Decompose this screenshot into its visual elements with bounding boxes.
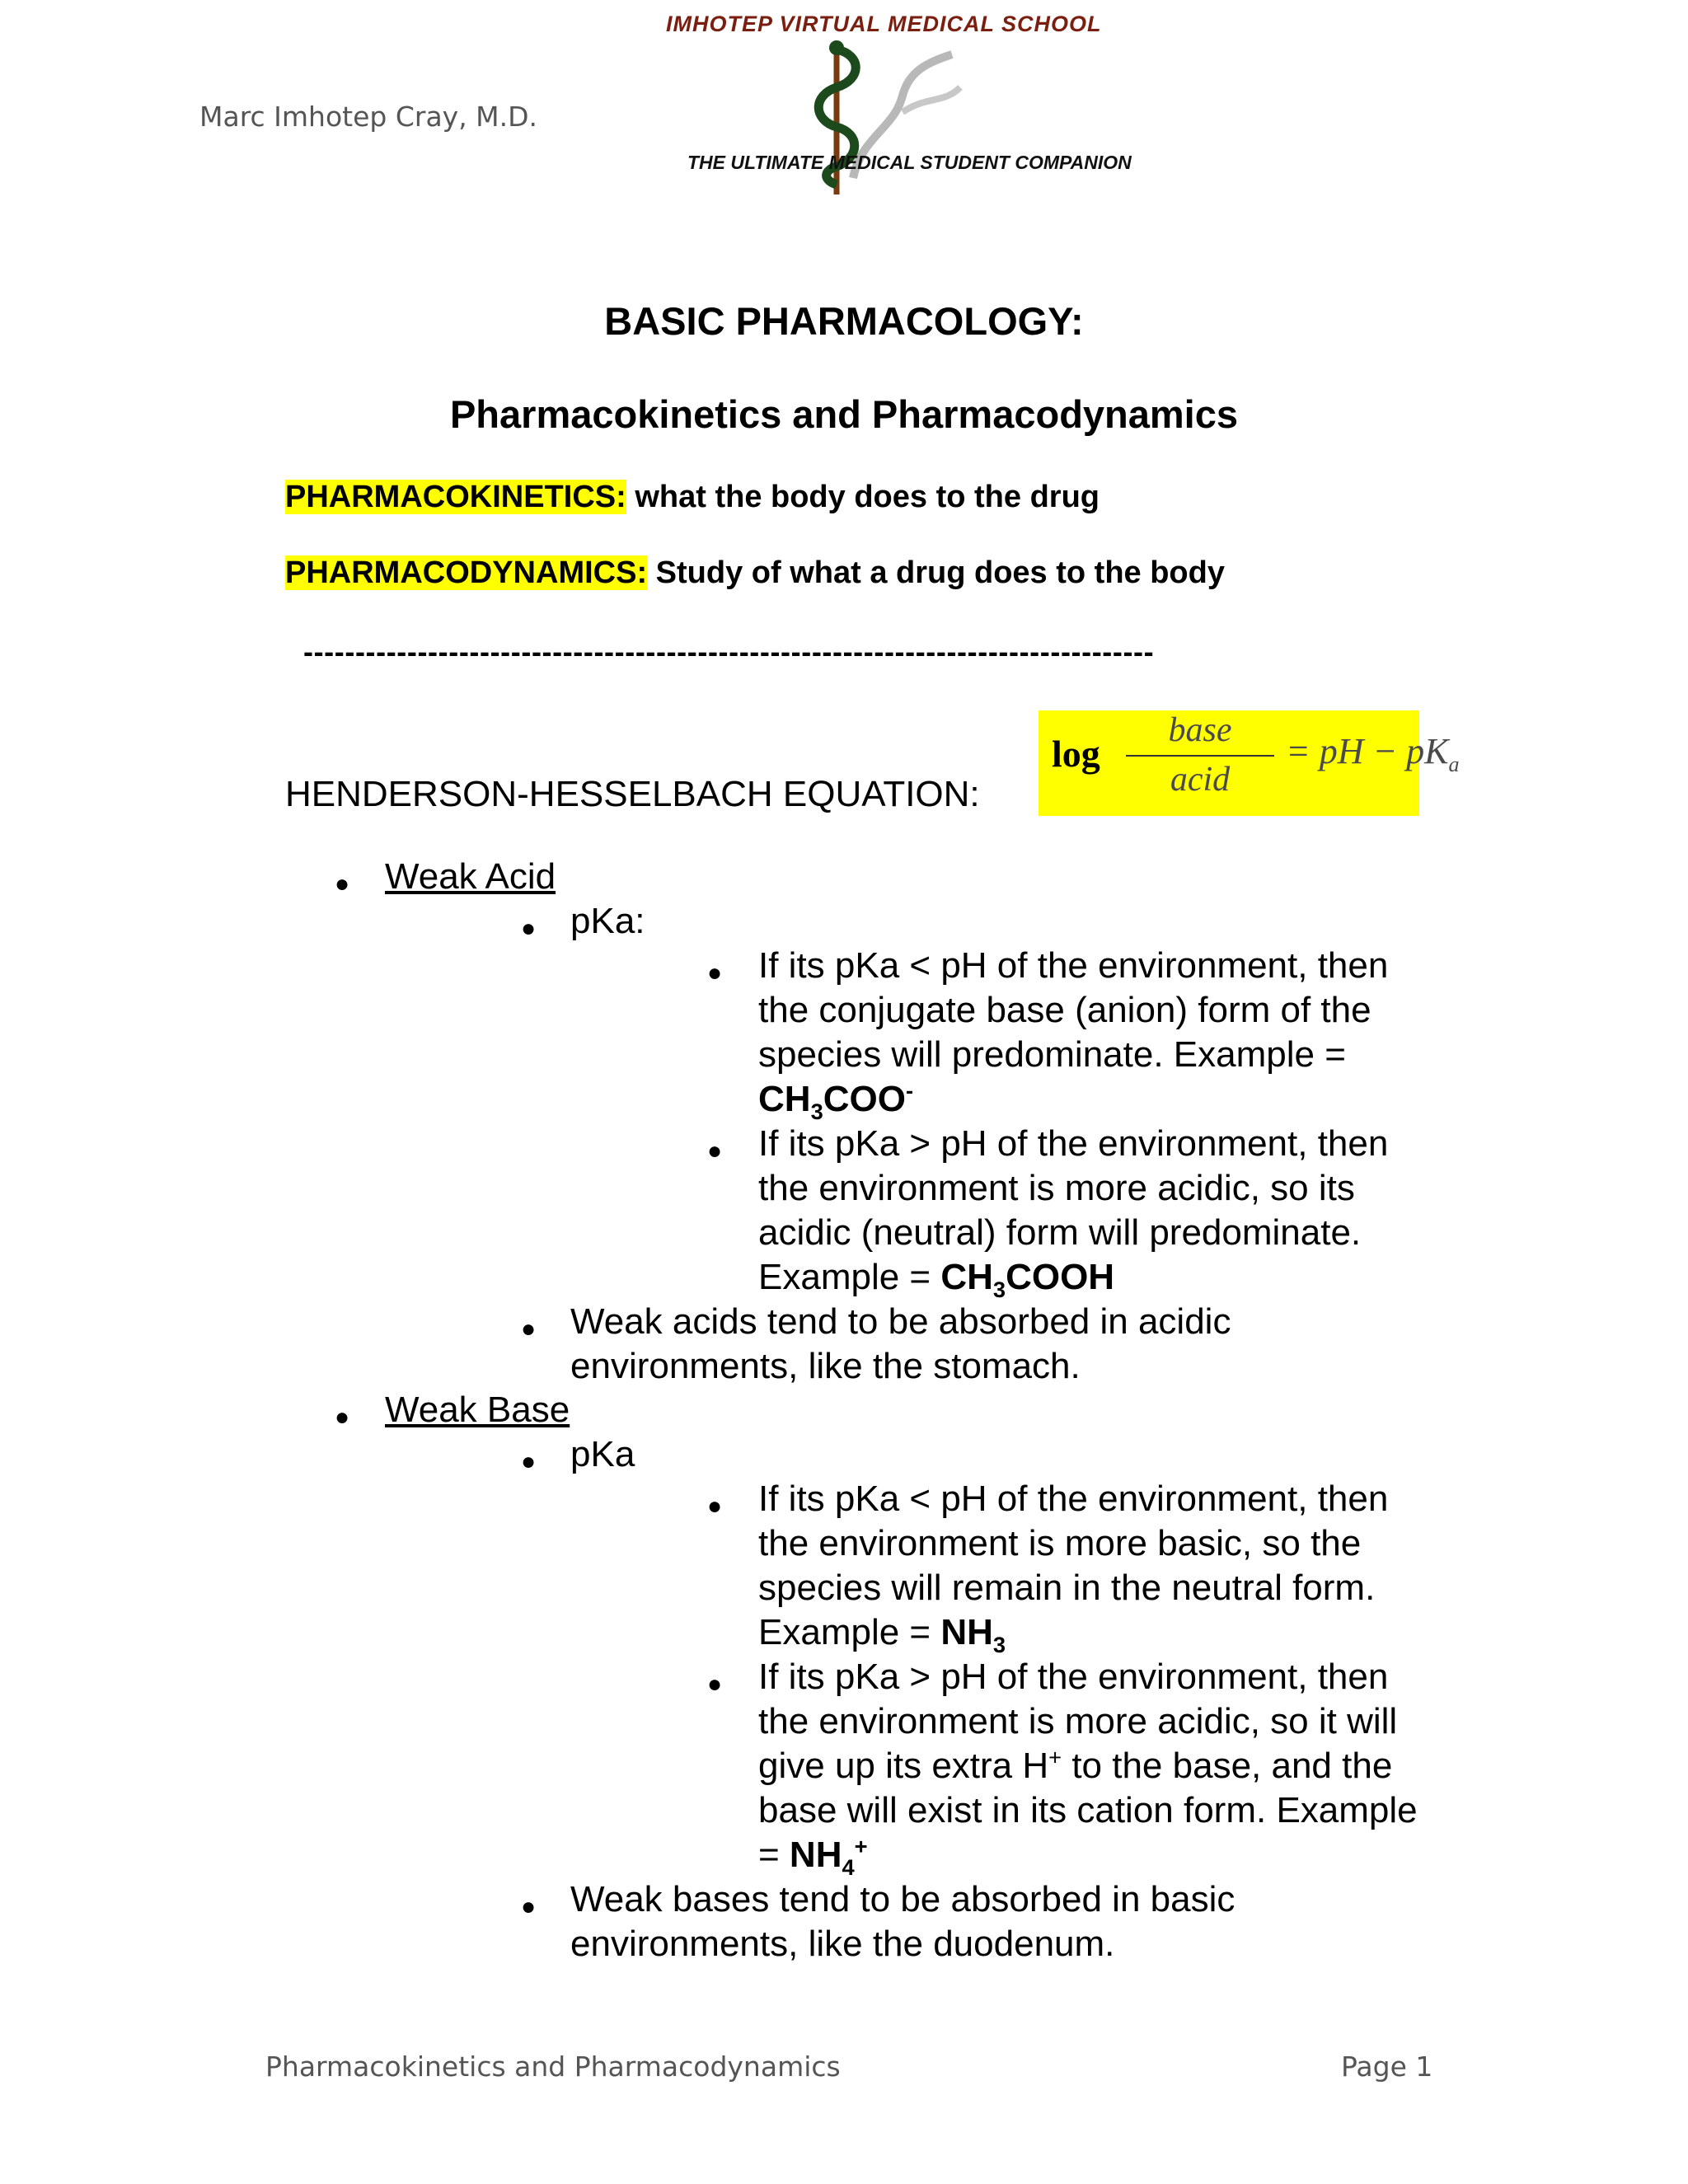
bullet-dot: ● [521, 1448, 537, 1475]
ammonia-example: Example = $NH_3$ [758, 1612, 1006, 1657]
page-title: BASIC PHARMACOLOGY: [604, 299, 1084, 343]
weak-base-rule-2: If its pKa > pH of the environment, then the environment is more acidic, so it will give up its extra H+ to the base, and the base will exist in its cation form. Example = $NH_4^+$ [758, 1657, 1418, 1880]
weak-base-absorption: Weak bases tend to be absorbed in basic environments, like the duodenum. [570, 1879, 1236, 1964]
page-subtitle: Pharmacokinetics and Pharmacodynamics [449, 392, 1239, 436]
logo-top-text: IMHOTEP VIRTUAL MEDICAL SCHOOL [666, 12, 1102, 36]
footer-title: Pharmacokinetics and Pharmacodynamics [265, 2050, 841, 2083]
weak-base-pka-label: pKa [570, 1434, 635, 1474]
acetate-formula: $CH_3COO^-$ [758, 1077, 914, 1124]
school-logo [651, 7, 1146, 196]
formula-rhs: = pH − $pK_a$ [1286, 731, 1460, 776]
definition-pharmacodynamics [285, 555, 1225, 591]
bullet-dot: ● [521, 1315, 537, 1343]
bullet-dot: ● [335, 1404, 350, 1431]
ammonium-formula: = $NH_4^+$ [758, 1833, 868, 1880]
definition-text: what the body does to the drug [626, 480, 1100, 514]
weak-acid-pka-label: pKa: [570, 901, 645, 941]
bullet-dot: ● [707, 1493, 723, 1520]
formula-denominator: acid [1170, 761, 1231, 799]
weak-acid-rule-2: If its pKa > pH of the environment, then the environment is more acidic, so its acidic (neutral) form will predominate. Example = $CH_3COOH$ [758, 1123, 1389, 1302]
logo-bottom-text: THE ULTIMATE MEDICAL STUDENT COMPANION [687, 152, 1132, 173]
bullet-dot: ● [707, 959, 723, 987]
bullet-dot: ● [335, 870, 350, 898]
acetic-acid-example: Example = $CH_3COOH$ [758, 1257, 1115, 1302]
fraction-bar [1126, 755, 1274, 757]
divider-line: ---------------------------------------------------------------------------------- [303, 635, 1155, 668]
author-name: Marc Imhotep Cray, M.D. [199, 101, 538, 133]
weak-acid-heading: Weak Acid [385, 856, 556, 897]
weak-base-heading: Weak Base [385, 1390, 570, 1430]
definition-pharmacokinetics [285, 480, 1100, 515]
bullet-dot: ● [521, 1893, 537, 1920]
formula-log: log [1052, 733, 1100, 775]
weak-acid-absorption: Weak acids tend to be absorbed in acidic environments, like the stomach. [570, 1301, 1231, 1386]
definition-term: PHARMACODYNAMICS: [285, 555, 648, 590]
page-number: Page 1 [1341, 2050, 1433, 2083]
bullet-dot: ● [521, 915, 537, 942]
henderson-hasselbalch-formula [1039, 710, 1460, 816]
bullet-dot: ● [707, 1671, 723, 1698]
definition-term: PHARMACOKINETICS: [285, 480, 626, 514]
weak-base-rule-1: If its pKa < pH of the environment, then the environment is more basic, so the species will remain in the neutral form. Example = $NH_3$ [758, 1479, 1389, 1657]
bullet-dot: ● [707, 1137, 723, 1165]
weak-acid-rule-1: If its pKa < pH of the environment, then the conjugate base (anion) form of the species will predominate. Example = $CH_3COO^-$ [758, 945, 1389, 1124]
definition-text: Study of what a drug does to the body [647, 555, 1225, 590]
equation-label: HENDERSON-HESSELBACH EQUATION: [285, 774, 980, 814]
formula-numerator: base [1168, 711, 1232, 749]
